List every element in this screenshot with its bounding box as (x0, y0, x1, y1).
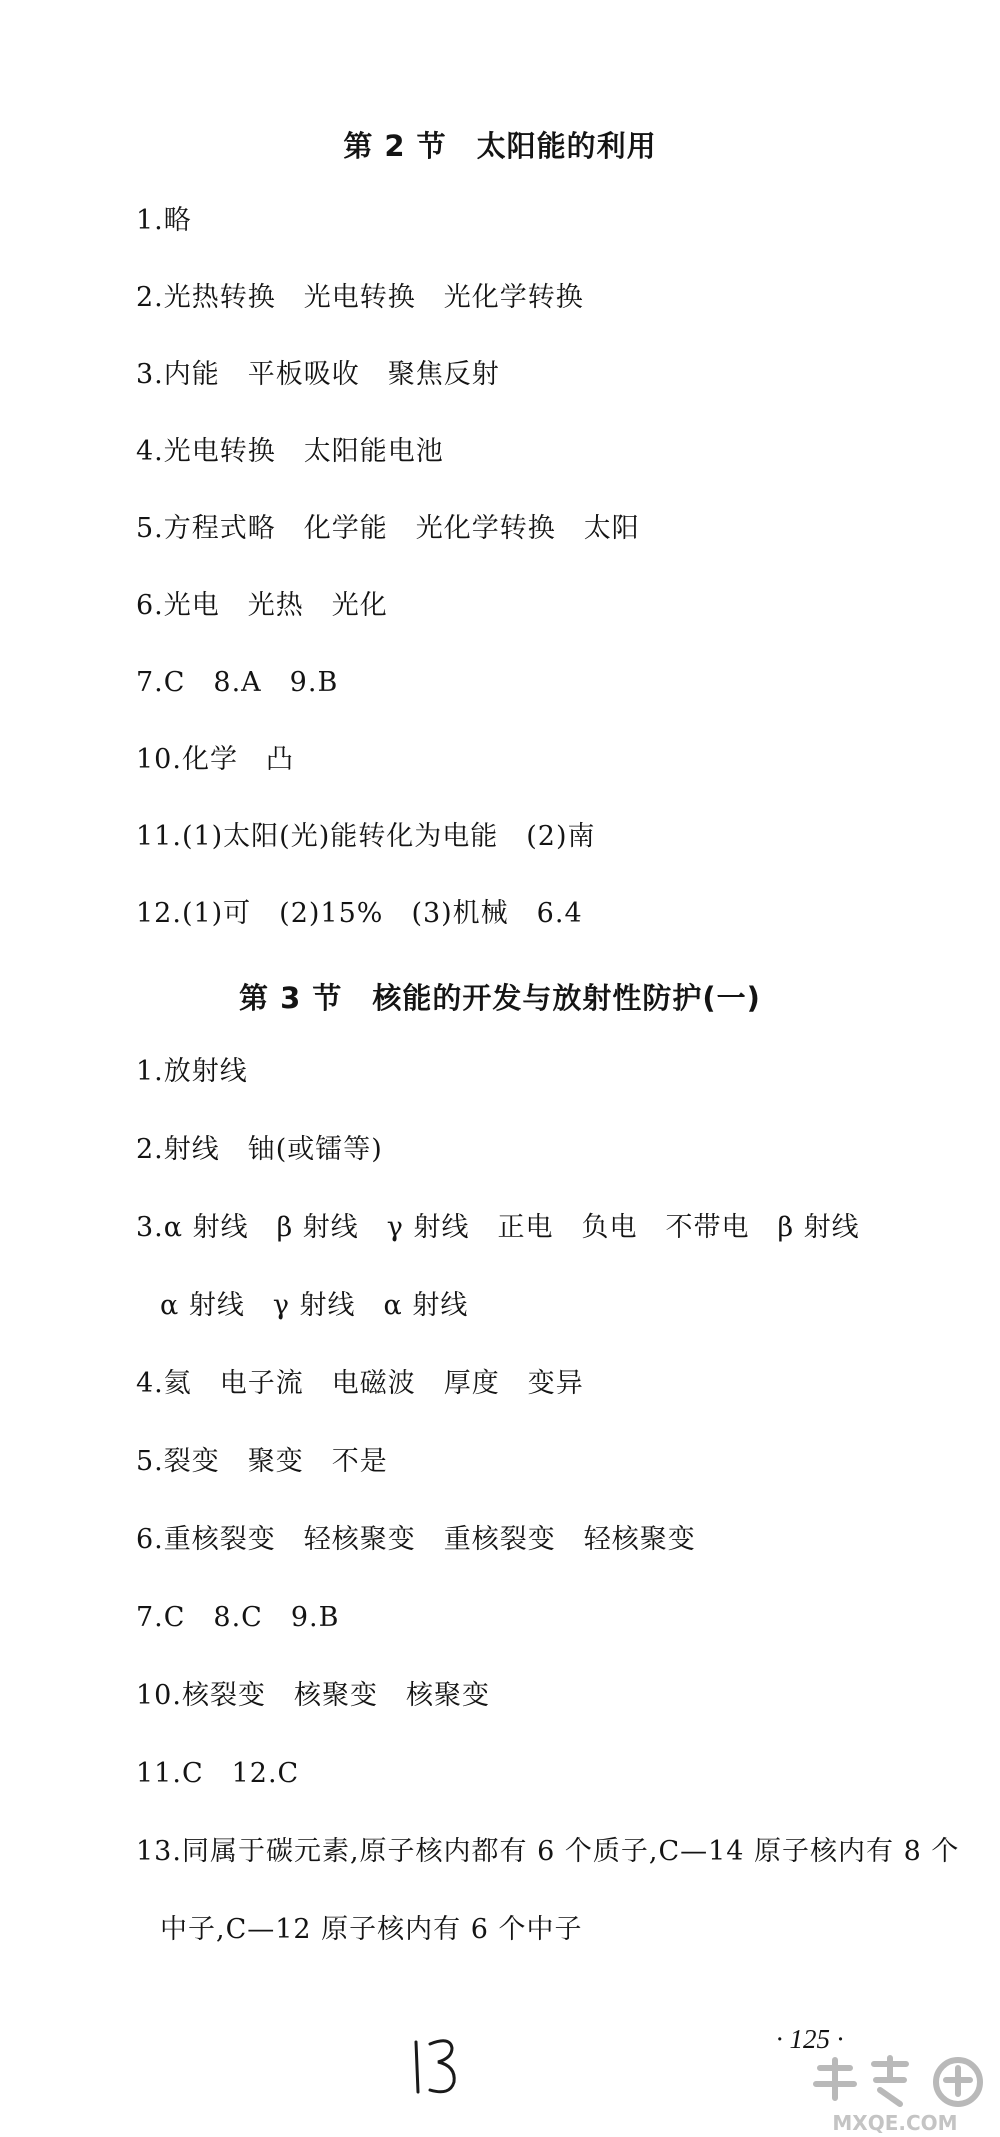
answer-line: 10.核裂变 核聚变 核聚变 (136, 1680, 490, 1711)
answer-line: 3.内能 平板吸收 聚焦反射 (136, 359, 500, 390)
answer-line: 12.(1)可 (2)15% (3)机械 6.4 (136, 898, 583, 929)
answer-line: 2.光热转换 光电转换 光化学转换 (136, 282, 584, 313)
answer-line: 7.C 8.C 9.B (136, 1602, 340, 1633)
svg-text:MXQE.COM: MXQE.COM (832, 2111, 958, 2135)
section-heading-solar: 第 2 节 太阳能的利用 (343, 129, 657, 163)
answer-line: 1.略 (136, 205, 192, 236)
answer-line: 6.光电 光热 光化 (136, 590, 388, 621)
answer-line: 6.重核裂变 轻核聚变 重核裂变 轻核聚变 (136, 1524, 696, 1555)
answer-line-continued: 中子,C—12 原子核内有 6 个中子 (160, 1914, 583, 1945)
answer-line-continued: α 射线 γ 射线 α 射线 (160, 1290, 469, 1321)
section-heading-nuclear: 第 3 节 核能的开发与放射性防护(一) (239, 981, 761, 1015)
answer-line: 4.氦 电子流 电磁波 厚度 变异 (136, 1368, 584, 1399)
page-number: · 125 · (776, 2024, 844, 2054)
answer-line: 11.C 12.C (136, 1758, 300, 1789)
answer-line: 10.化学 凸 (136, 744, 294, 775)
answer-line: 5.裂变 聚变 不是 (136, 1446, 388, 1477)
answer-line: 3.α 射线 β 射线 γ 射线 正电 负电 不带电 β 射线 (136, 1212, 860, 1243)
answer-line: 4.光电转换 太阳能电池 (136, 436, 444, 467)
answer-line: 5.方程式略 化学能 光化学转换 太阳 (136, 513, 640, 544)
answer-line: 7.C 8.A 9.B (136, 667, 339, 698)
handwritten-mark-icon (408, 2030, 468, 2100)
answer-line: 13.同属于碳元素,原子核内都有 6 个质子,C—14 原子核内有 8 个 (136, 1836, 960, 1867)
answer-line: 11.(1)太阳(光)能转化为电能 (2)南 (136, 821, 596, 852)
watermark-logo-icon (790, 2050, 1000, 2137)
answer-line: 2.射线 铀(或镭等) (136, 1134, 383, 1165)
answer-line: 1.放射线 (136, 1056, 248, 1087)
